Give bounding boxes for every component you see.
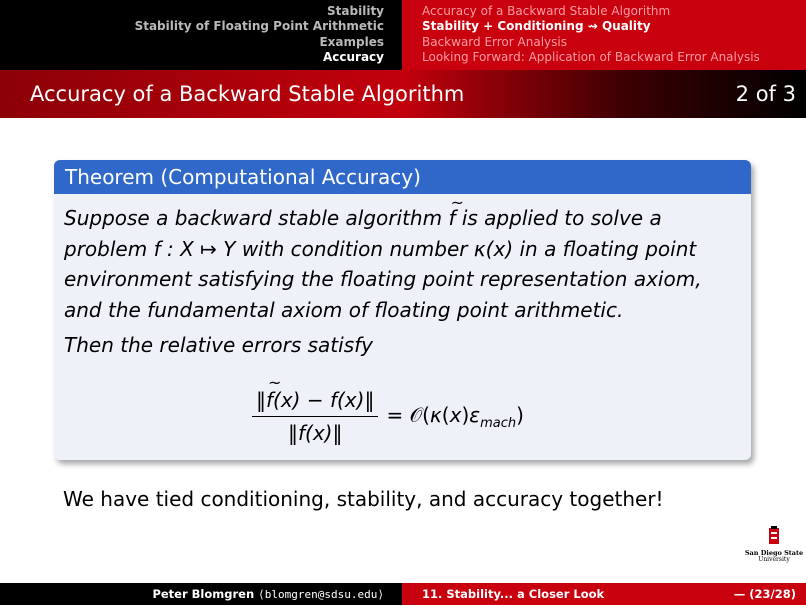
section-list (0, 0, 402, 70)
footer-author-area (0, 583, 402, 605)
top-navigation (0, 0, 806, 70)
nav-subsection-looking-forward[interactable]: Looking Forward: Application of Backward Error Analysis (422, 50, 760, 65)
fraction-numerator: ‖~ f(x) − f(x)‖ (252, 388, 378, 417)
relative-error-formula (252, 388, 524, 445)
theorem-hypothesis: Suppose a backward stable algorithm ~ f is applied to solve a problem f : X ↦ Y with condition number κ(x) in a floating point environment satisfying the floating point representation axiom, and the fundamental axiom of floating point arithmetic. (64, 203, 742, 325)
footer-page-number: — (23/28) (733, 587, 796, 601)
sdsu-emblem-icon (765, 526, 783, 546)
theorem-conclusion: Then the relative errors satisfy (64, 333, 374, 357)
footer-lecture-title: 11. Stability... a Closer Look (422, 587, 605, 601)
subsection-list (402, 0, 806, 70)
big-o-term: = $𝒪(\kappa(x)\varepsilon_{mach})$ (386, 402, 524, 431)
footer-lecture-area (402, 583, 806, 605)
nav-section-accuracy[interactable]: Accuracy (322, 50, 384, 65)
frame-title: Accuracy of a Backward Stable Algorithm (30, 82, 465, 106)
footer-bar (0, 583, 806, 605)
theorem-title: Theorem (Computational Accuracy) (54, 160, 751, 194)
nav-subsection-backward-error[interactable]: Backward Error Analysis (422, 34, 567, 49)
nav-subsection-backward-stable[interactable]: Accuracy of a Backward Stable Algorithm (422, 4, 671, 18)
nav-section-examples[interactable]: Examples (319, 34, 384, 49)
nav-section-floating-point[interactable]: Stability of Floating Point Arithmetic (134, 19, 384, 34)
summary-statement: We have tied conditioning, stability, and accuracy together! (63, 487, 664, 511)
nav-subsection-quality[interactable]: Stability + Conditioning ⇝ Quality (422, 19, 651, 34)
university-logo (743, 526, 805, 566)
nav-section-stability[interactable]: Stability (327, 4, 384, 18)
theorem-block (54, 160, 751, 460)
theorem-body (54, 194, 751, 357)
footer-author: Peter Blomgren (152, 587, 255, 601)
logo-line-2: University (758, 556, 790, 563)
logo-line-1: San Diego State (744, 549, 804, 557)
frame-counter: 2 of 3 (735, 82, 796, 106)
error-fraction (252, 388, 378, 445)
footer-email: ⟨blomgren@sdsu.edu⟩ (258, 588, 384, 601)
frame-title-bar (0, 70, 806, 118)
fraction-denominator: ‖f(x)‖ (287, 421, 343, 445)
